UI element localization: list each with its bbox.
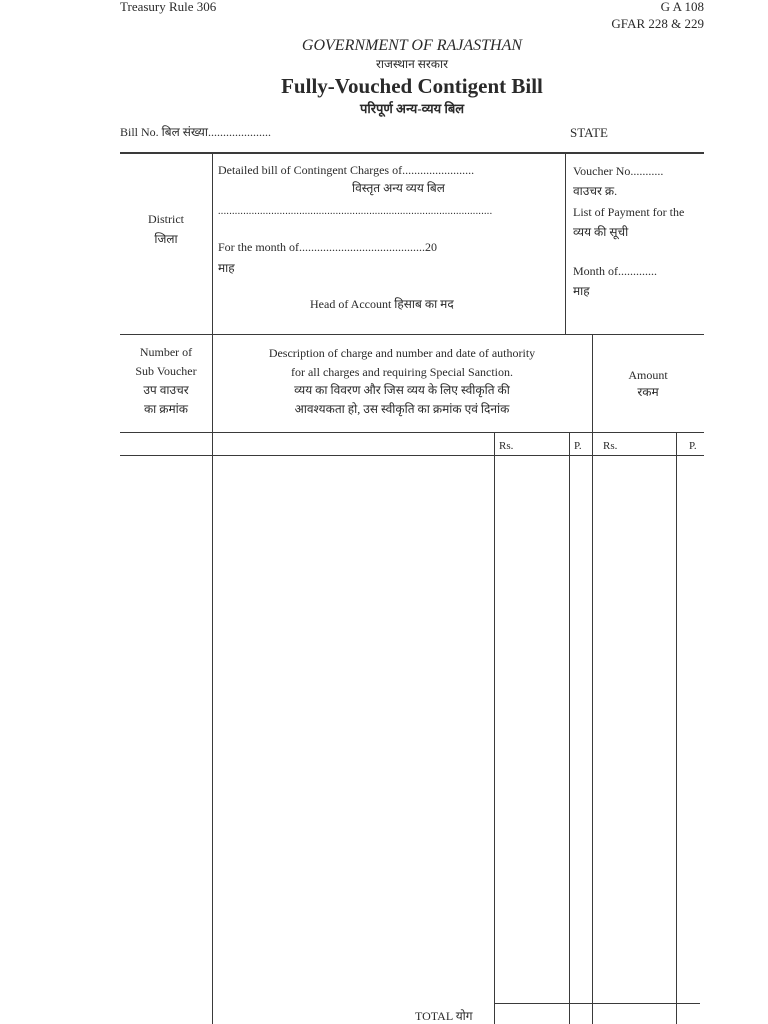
top-border-line <box>120 152 704 154</box>
voucher-divider <box>565 153 566 334</box>
col-description-line-2: for all charges and requiring Special Sanction. <box>290 365 514 379</box>
bill-number: Bill No. बिल संख्या..................... <box>120 125 271 139</box>
detailed-bill-hindi: विस्तृत अन्य व्यय बिल <box>352 181 445 195</box>
form-code: G A 108 <box>660 0 704 14</box>
rs-label-1: Rs. <box>499 440 514 452</box>
month-of-hindi: माह <box>573 284 590 298</box>
header-bottom-line <box>120 432 704 433</box>
col-description-line-3: व्यय का विवरण और जिस व्यय के लिए स्वीकृति की <box>294 383 510 397</box>
state-label: STATE <box>570 125 608 140</box>
voucher-number-hindi: वाउचर क्र. <box>573 184 618 198</box>
list-of-payment: List of Payment for the <box>573 205 685 219</box>
government-name-hindi: राजस्थान सरकार <box>375 57 449 71</box>
government-name: GOVERNMENT OF RAJASTHAN <box>301 37 523 54</box>
dotted-fill-line: .................................................................................................. <box>218 206 493 217</box>
col-amount-label: Amount <box>628 368 668 382</box>
col-number-line-1: Number of <box>139 345 193 359</box>
gfar-reference: GFAR 228 & 229 <box>611 16 704 31</box>
p-label-2: P. <box>689 440 697 452</box>
amount-col-divider <box>592 335 593 1024</box>
col-number-line-3: उप वाउचर <box>143 383 189 397</box>
subheader-bottom-line <box>120 455 704 456</box>
district-divider <box>212 153 213 334</box>
col-number-line-2: Sub Voucher <box>135 364 197 378</box>
month-of: Month of............. <box>573 264 657 278</box>
col-description-line-1: Description of charge and number and date of authority <box>268 346 536 360</box>
p-label-1: P. <box>574 440 582 452</box>
list-of-payment-hindi: व्यय की सूची <box>573 225 629 239</box>
total-top-line <box>494 1003 700 1004</box>
col-number-line-4: का क्रमांक <box>143 402 189 416</box>
treasury-rule: Treasury Rule 306 <box>120 0 217 14</box>
for-month-hindi: माह <box>218 261 235 275</box>
bill-title: Fully-Vouched Contigent Bill <box>281 74 543 98</box>
top-section-bottom-line <box>120 334 704 335</box>
p1-left-divider <box>569 433 570 1024</box>
col-amount-label-hindi: रकम <box>637 385 659 399</box>
bill-title-hindi: परिपूर्ण अन्य-व्यय बिल <box>359 101 465 116</box>
col-description-line-4: आवश्यकता हो, उस स्वीकृति का क्रमांक एवं दिनांक <box>294 402 510 416</box>
p2-left-divider <box>676 433 677 1024</box>
total-label: TOTAL योग <box>415 1009 473 1023</box>
district-label: District <box>148 212 184 226</box>
for-month-line: For the month of..........................................20 <box>218 240 437 254</box>
head-of-account: Head of Account हिसाब का मद <box>310 297 454 311</box>
district-label-hindi: जिला <box>154 232 178 246</box>
voucher-number: Voucher No........... <box>573 164 664 178</box>
detailed-bill-line: Detailed bill of Contingent Charges of........................ <box>218 163 475 177</box>
rs1-left-divider <box>494 433 495 1024</box>
rs-label-2: Rs. <box>603 440 618 452</box>
number-col-divider <box>212 335 213 1024</box>
